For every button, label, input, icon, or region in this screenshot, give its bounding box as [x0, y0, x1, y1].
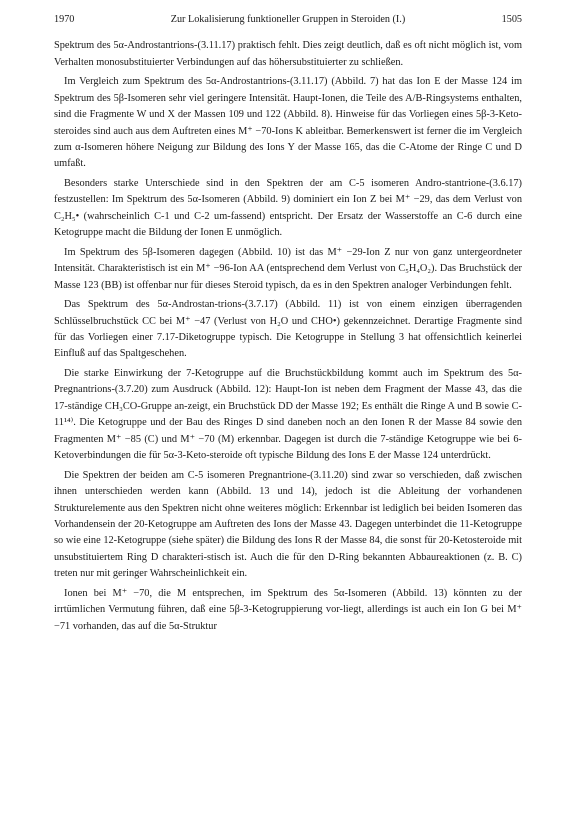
page-number: 1505	[501, 14, 522, 25]
paragraph: Spektrum des 5α-Androstantrions-(3.11.17) praktisch fehlt. Dies zeigt deutlich, daß es oft nicht möglich ist, vom Verhalten monosubstituierter Verbindungen auf das höhersubstituierter zu schließen.	[54, 40, 522, 68]
paragraph: Besonders starke Unterschiede sind in den Spektren der am C-5 isomeren Andro-stantrione-(3.6.17) festzustellen: Im Spektrum des 5α-Isomeren (Abbild. 9) dominiert ein Ion Z bei M⁺ −29, das dem Verlust von C₂H₅• (wahrscheinlich C-1 und C-2 um-fassend) entspricht. Der Ersatz der Wasserstoffe an C-6 durch eine Ketogruppe macht die Bildung der Ionen E unmöglich.	[54, 178, 522, 239]
paragraph: Ionen bei M⁺ −70, die M entsprechen, im Spektrum des 5α-Isomeren (Abbild. 13) könnten zu der irrtümlichen Vermutung führen, daß eine 5β-3-Ketogruppierung vor-liegt, allerdings ist auch ein Ion G bei M⁺ −71 vorhanden, das auf die 5α-Struktur	[54, 587, 522, 632]
paragraph: Die starke Einwirkung der 7-Ketogruppe auf die Bruchstückbildung kommt auch im Spektrum des 5α-Pregnantrions-(3.7.20) zum Ausdruck (Abbild. 12): Haupt-Ion ist neben dem Fragment der Masse 43, das die 17-ständige CH₃CO-Gruppe an-zeigt, ein Bruchstück DD der Masse 192; Es enthält die Ringe A und B sowie C-11¹⁴⁾. Die Ketogruppe und der Bau des Ringes D sind daneben noch an den Ionen R der Masse 84 sowie den Fragmenten M⁺ −85 (C) und M⁺ −70 (M) erkennbar. Dagegen ist durch die 7-ständige Ketogruppe wie bei 6-Ketoverbindungen die für 5α-3-Keto-steroide oft typische Bildung des Ions E der Masse 124 unterdrückt.	[54, 368, 522, 462]
paragraph: Die Spektren der beiden am C-5 isomeren Pregnantrione-(3.11.20) sind zwar so verschieden, daß zwischen ihnen unterschieden werden kann (Abbild. 13 und 14), jedoch ist die Ableitung der vorhandenen Strukturelemente aus den Spektren nicht ohne weiteres möglich: Erkennbar ist lediglich bei beiden Isomeren das Vorhandensein der 20-Ketogruppe am Auftreten des Ions der Masse 43. Dagegen unterbindet die 11-Ketogruppe so wie eine 12-Ketogruppe (siehe später) die Bildung des Ions R der Masse 84, die sonst für 20-Ketosteroide mit unsubstituiertem Ring D charakteri-stisch ist. Auch die für den D-Ring bekannten Abbaureaktionen (z. B. C) treten nur mit geringer Wahrscheinlichkeit ein.	[54, 469, 522, 580]
running-header	[54, 12, 522, 28]
paragraph: Das Spektrum des 5α-Androstan-trions-(3.7.17) (Abbild. 11) ist von einem einzigen überragenden Schlüsselbruchstück CC bei M⁺ −47 (Verlust von H₂O und CHO•) gekennzeichnet. Derartige Fragmente sind für das Vorliegen einer 7.17-Diketogruppe typisch. Die Ketogruppe in Stellung 3 hat offensichtlich keinerlei Einfluß auf das Spaltgeschehen.	[54, 299, 522, 360]
paragraph: Im Vergleich zum Spektrum des 5α-Androstantrions-(3.11.17) (Abbild. 7) hat das Ion E der Masse 124 im Spektrum des 5β-Isomeren sehr viel geringere Intensität. Haupt-Ionen, die Teile des A/B-Ringsystems enthalten, sind die Fragmente W und X der Massen 109 und 122 (Abbild. 8). Hinweise für das Vorliegen eines 5β-3-Keto-steroides sind auch aus dem Auftreten eines M⁺ −70-Ions K ableitbar. Bemerkenswert ist ferner die im Vergleich zum α-Isomeren höhere Neigung zur Bildung des Ions Y der Masse 165, das die C-Atome der Ringe C und D umfaßt.	[54, 76, 522, 170]
journal-page	[54, 12, 522, 638]
paragraph: Im Spektrum des 5β-Isomeren dagegen (Abbild. 10) ist das M⁺ −29-Ion Z nur von ganz untergeordneter Intensität. Charakteristisch ist ein M⁺ −96-Ion AA (entsprechend dem Verlust von C₅H₄O₂). Das Bruchstück der Masse 123 (BB) ist offenbar nur für dieses Steroid typisch, da es in den Spektren analoger Verbindungen fehlt.	[54, 246, 522, 291]
header-year: 1970	[54, 14, 75, 25]
header-title: Zur Lokalisierung funktioneller Gruppen in Steroiden (I.)	[170, 14, 406, 25]
